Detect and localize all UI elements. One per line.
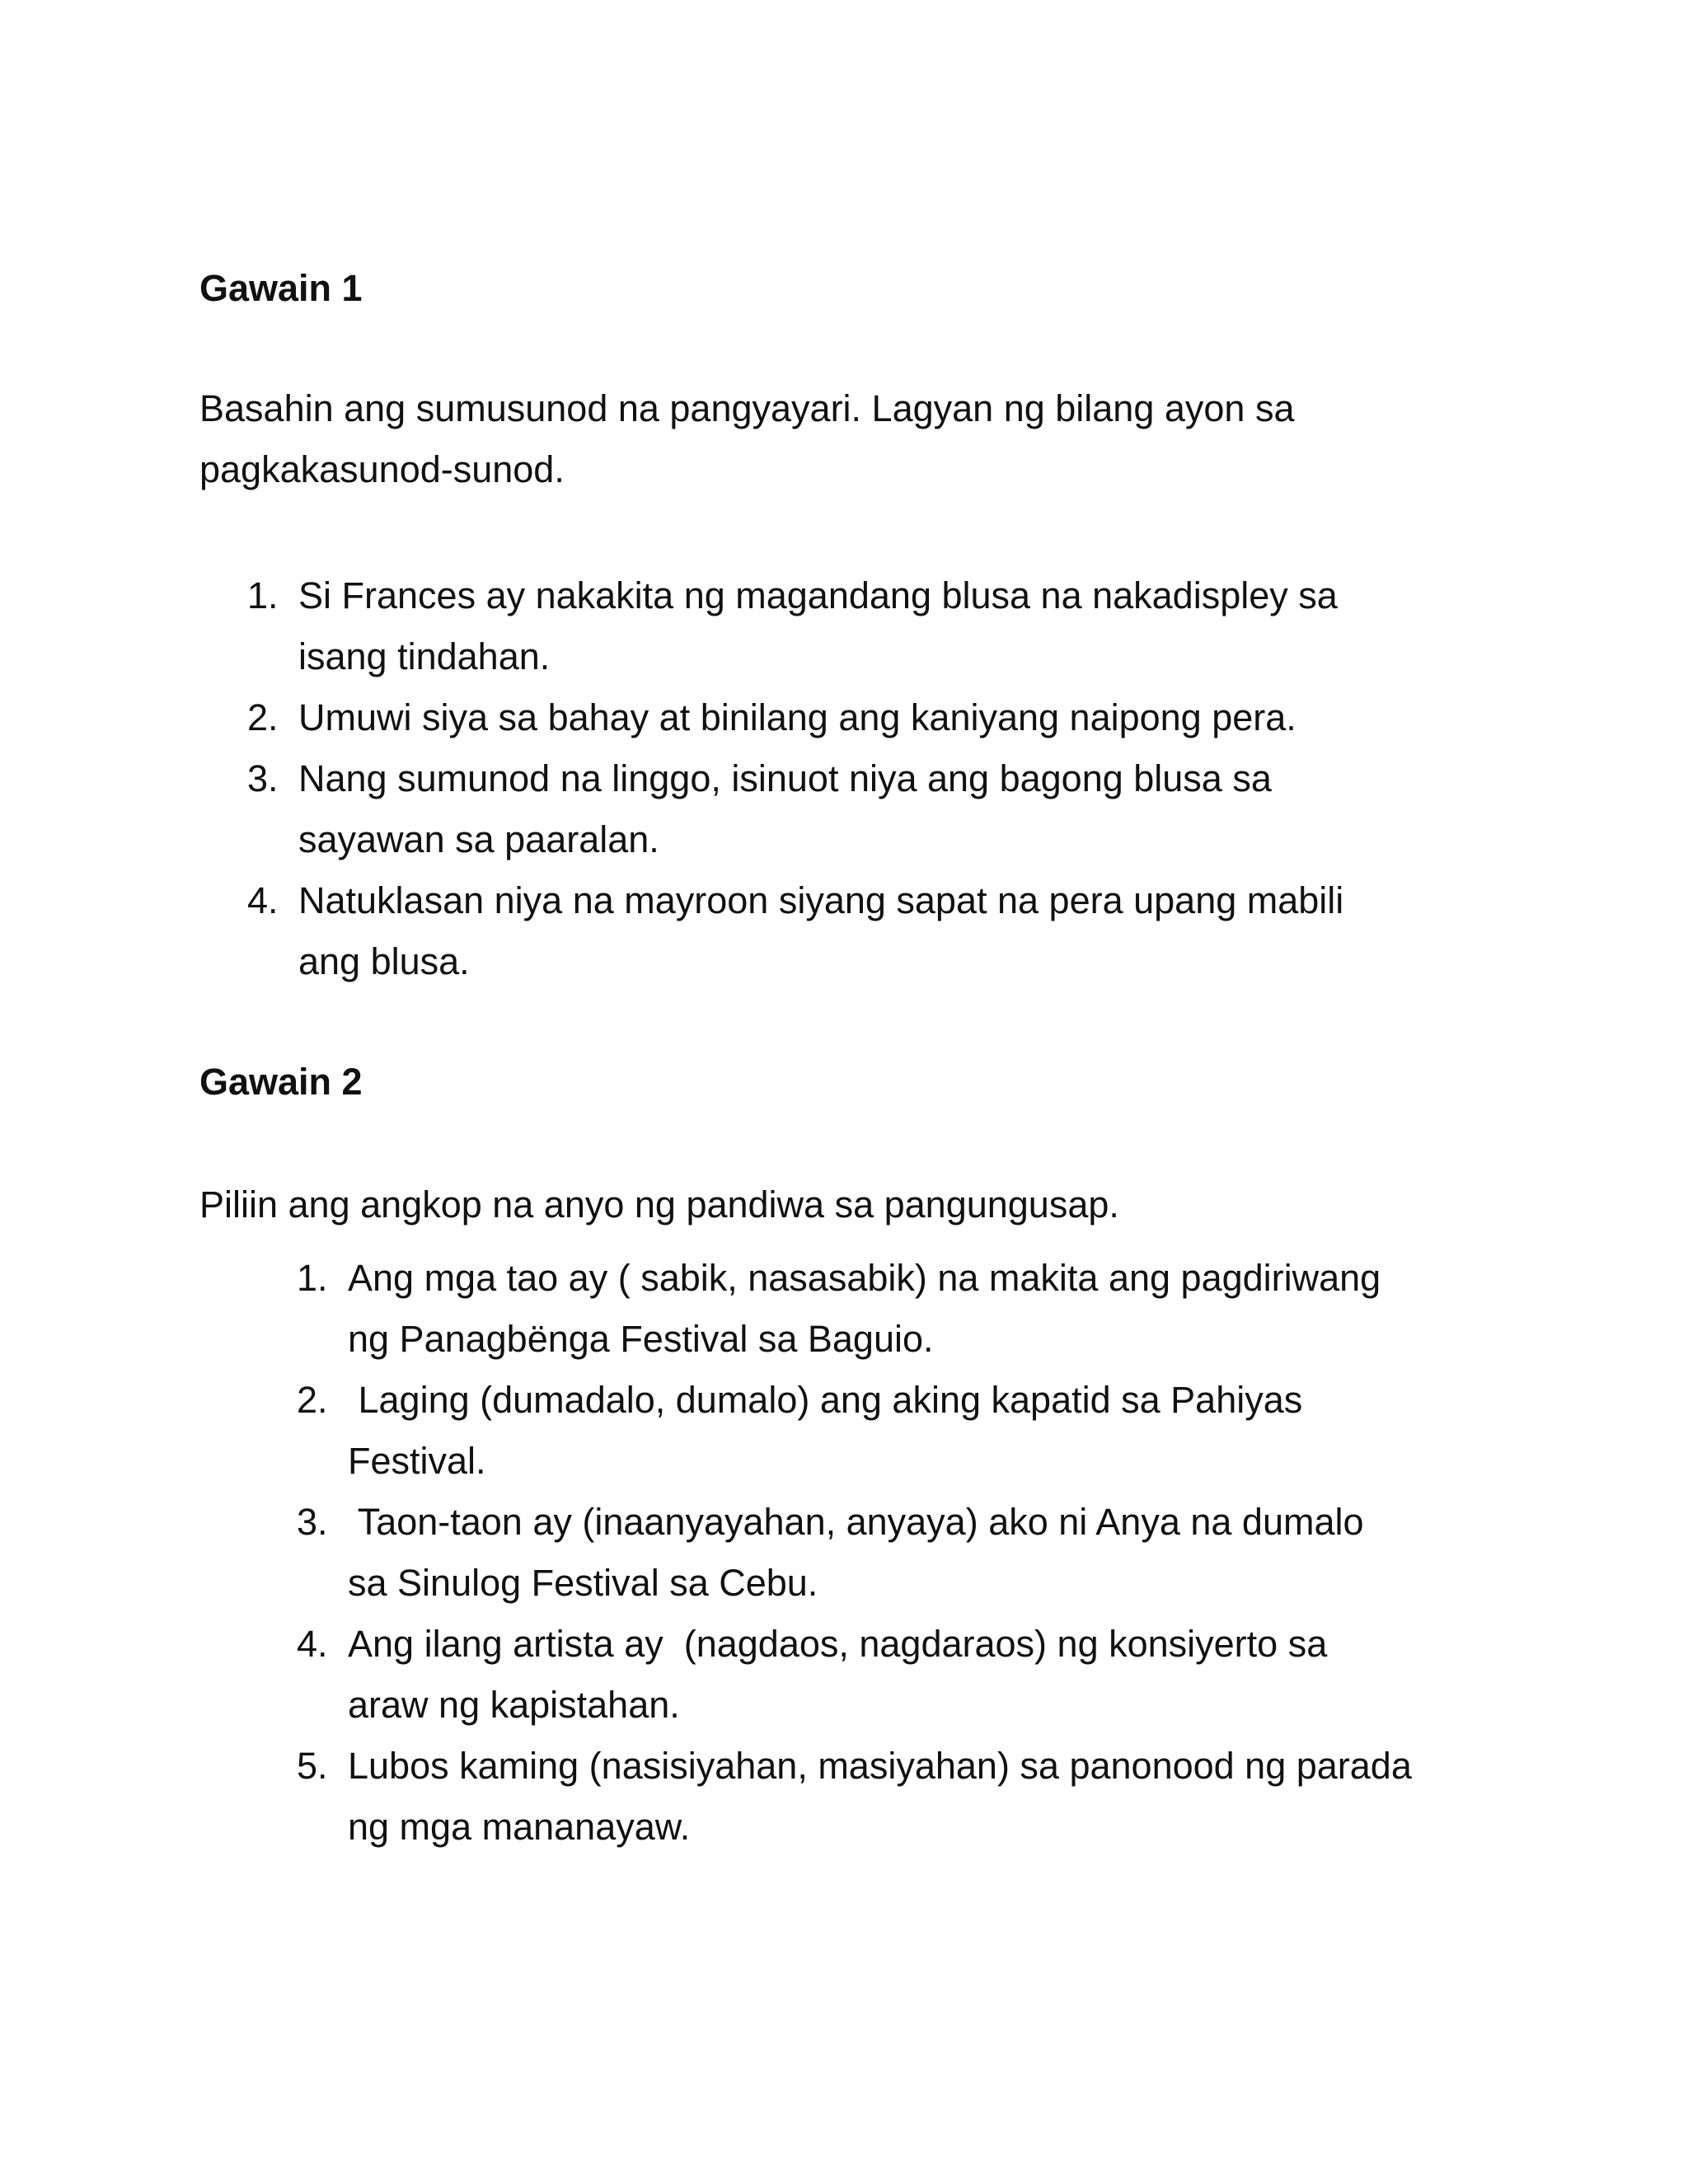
list-item [297,1370,1502,1492]
list-item-text: Ang ilang artista ay (nagdaos, nagdaraos) ng konsiyerto sa [348,1623,1328,1665]
gawain-2-list [297,1248,1502,1858]
gawain-1-instruction-line-2: pagkakasunod-sunod. [199,448,565,490]
list-item-text: ng Panagbënga Festival sa Baguio. [348,1318,934,1360]
gawain-1-title: Gawain 1 [199,267,363,309]
list-item-number: 1. [247,574,279,616]
list-item [297,1492,1502,1614]
gawain-1-instruction-line-1: Basahin ang sumusunod na pangyayari. Lagyan ng bilang ayon sa [199,387,1295,429]
list-item-text: Festival. [348,1440,486,1482]
list-item-text: Si Frances ay nakakita ng magandang blusa na nakadispley sa [298,574,1338,616]
list-item-text: Umuwi siya sa bahay at binilang ang kaniyang naipong pera. [298,696,1296,738]
list-item-number: 4. [297,1623,328,1665]
list-item-text: Ang mga tao ay ( sabik, nasasabik) na makita ang pagdiriwang [348,1257,1381,1299]
list-item [247,748,1436,870]
list-item-number: 3. [247,757,279,799]
list-item [247,870,1436,992]
list-item-text: Natuklasan niya na mayroon siyang sapat na pera upang mabili [298,879,1344,921]
list-item [297,1248,1502,1370]
gawain-1-instruction [199,378,1485,500]
list-item [297,1614,1502,1736]
list-item-number: 2. [247,696,279,738]
list-item-number: 4. [247,879,279,921]
list-item-number: 2. [297,1379,328,1421]
gawain-2-title: Gawain 2 [199,1061,363,1103]
list-item-text: Lubos kaming (nasisiyahan, masiyahan) sa panonood ng parada [348,1745,1412,1787]
list-item-text: isang tindahan. [298,635,551,677]
list-item [297,1736,1502,1858]
list-item-text: Nang sumunod na linggo, isinuot niya ang bagong blusa sa [298,757,1272,799]
list-item-number: 3. [297,1501,328,1543]
list-item-text: ng mga mananayaw. [348,1806,691,1848]
list-item-text: Taon-taon ay (inaanyayahan, anyaya) ako ni Anya na dumalo [348,1501,1364,1543]
list-item-text: ang blusa. [298,940,470,982]
gawain-1-list [247,565,1436,992]
gawain-2-instruction: Piliin ang angkop na anyo ng pandiwa sa pangungusap. [199,1183,1119,1226]
list-item [247,565,1436,687]
list-item-text: sa Sinulog Festival sa Cebu. [348,1562,818,1604]
list-item-text: Laging (dumadalo, dumalo) ang aking kapatid sa Pahiyas [348,1379,1303,1421]
list-item-number: 5. [297,1745,328,1787]
list-item-number: 1. [297,1257,328,1299]
list-item [247,687,1436,748]
list-item-text: sayawan sa paaralan. [298,818,659,860]
list-item-text: araw ng kapistahan. [348,1684,680,1726]
